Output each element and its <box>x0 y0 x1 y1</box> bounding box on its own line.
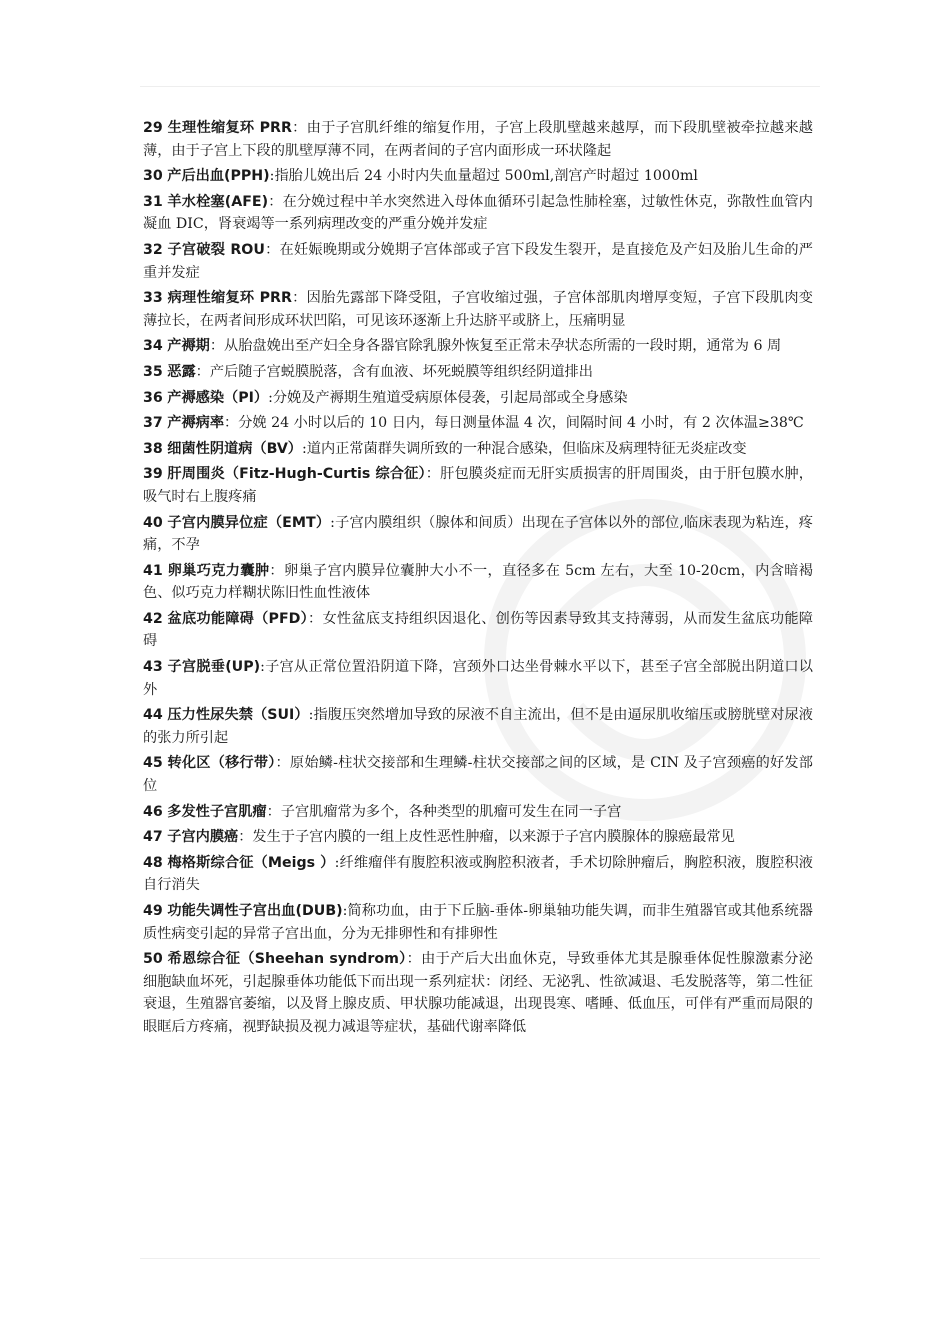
entry-number: 44 <box>143 707 163 724</box>
entry-term: 子宫内膜癌 <box>167 829 239 846</box>
glossary-entry <box>143 560 813 605</box>
entry-term: 多发性子宫肌瘤 <box>167 803 267 820</box>
glossary-entry <box>143 826 813 849</box>
entry-definition: 女性盆底支持组织因退化、创伤等因素导致其支持薄弱，从而发生盆底功能障碍 <box>143 610 813 650</box>
glossary-entry <box>143 191 813 236</box>
entry-term: 产褥期 <box>167 338 210 355</box>
glossary-entry <box>143 948 813 1038</box>
entry-separator: : <box>334 854 340 871</box>
entry-term: 子宫破裂 ROU <box>167 241 265 258</box>
glossary-entry <box>143 387 813 410</box>
glossary-entry <box>143 361 813 384</box>
entry-term: 压力性尿失禁（SUI） <box>167 707 309 724</box>
entry-separator: ： <box>268 193 283 210</box>
entry-definition: 从胎盘娩出至产妇全身各器官除乳腺外恢复至正常未孕状态所需的一段时期，通常为 6 周 <box>224 338 782 355</box>
entry-definition: 在妊娠晚期或分娩期子宫体部或子宫下段发生裂开，是直接危及产妇及胎儿生命的严重并发症 <box>143 241 813 281</box>
entry-definition: 在分娩过程中羊水突然进入母体血循环引起急性肺栓塞，过敏性休克，弥散性血管内凝血 DIC，肾衰竭等一系列病理改变的严重分娩并发症 <box>143 193 813 233</box>
entry-number: 31 <box>143 193 163 210</box>
bottom-divider <box>140 1258 820 1259</box>
entry-number: 37 <box>143 415 163 432</box>
entry-term: 产后出血(PPH) <box>167 168 270 185</box>
entry-term: 细菌性阴道病（BV） <box>167 440 302 457</box>
entry-number: 32 <box>143 241 163 258</box>
entry-number: 29 <box>143 120 163 136</box>
entry-number: 42 <box>143 610 163 627</box>
entry-number: 48 <box>143 854 163 871</box>
entry-separator: ： <box>308 610 323 627</box>
entry-definition: 分娩及产褥期生殖道受病原体侵袭，引起局部或全身感染 <box>272 389 628 406</box>
entry-number: 45 <box>143 755 163 772</box>
entry-number: 40 <box>143 514 163 531</box>
glossary-entry <box>143 900 813 945</box>
entry-definition: 产后随子宫蜕膜脱落，含有血液、坏死蜕膜等组织经阴道排出 <box>209 363 593 380</box>
entry-term: 功能失调性子宫出血(DUB) <box>167 903 343 919</box>
entry-term: 病理性缩复环 PRR <box>167 290 292 307</box>
entry-separator: ： <box>238 829 253 846</box>
entry-number: 50 <box>143 951 163 968</box>
entry-definition: 指腹压突然增加导致的尿液不自主流出，但不是由逼尿肌收缩压或膀胱壁对尿液的张力所引起 <box>143 707 813 746</box>
entry-separator: : <box>308 707 314 724</box>
entry-separator: ： <box>406 951 422 968</box>
entry-number: 41 <box>143 562 163 579</box>
glossary-entry <box>143 752 813 797</box>
entry-term: 梅格斯综合征（Meigs ） <box>167 854 335 871</box>
glossary-entry <box>143 412 813 435</box>
entry-separator: ： <box>425 466 441 483</box>
entry-number: 43 <box>143 659 163 676</box>
glossary-entry <box>143 287 813 332</box>
glossary-entry <box>143 656 813 701</box>
entry-definition: 卵巢子宫内膜异位囊肿大小不一，直径多在 5cm 左右，大至 10-20cm，内含暗褐色、似巧克力样糊状陈旧性血性液体 <box>143 562 813 602</box>
entry-term: 转化区（移行带） <box>167 755 276 772</box>
entry-separator: ： <box>209 338 225 355</box>
entry-term: 子宫脱垂(UP) <box>167 659 261 676</box>
entry-separator: : <box>302 440 307 457</box>
glossary-entry <box>143 239 813 284</box>
entry-number: 35 <box>143 363 163 380</box>
entry-separator: : <box>269 168 275 185</box>
entry-term: 肝周围炎（Fitz-Hugh-Curtis 综合征） <box>167 466 426 483</box>
entry-number: 49 <box>143 903 163 919</box>
glossary-list <box>143 117 813 1042</box>
entry-term: 生理性缩复环 PRR <box>167 120 292 136</box>
entry-separator: ： <box>264 241 280 258</box>
entry-term: 羊水栓塞(AFE) <box>167 193 269 210</box>
entry-term: 希恩综合征（Sheehan syndrom） <box>167 951 407 968</box>
glossary-entry <box>143 335 813 358</box>
entry-definition: 肝包膜炎症而无肝实质损害的肝周围炎，由于肝包膜水肿，吸气时右上腹疼痛 <box>143 466 813 505</box>
entry-number: 33 <box>143 290 163 307</box>
entry-term: 恶露 <box>167 363 196 380</box>
entry-separator: ： <box>266 803 281 820</box>
entry-separator: : <box>342 903 348 919</box>
glossary-entry <box>143 117 813 162</box>
entry-number: 34 <box>143 338 163 355</box>
entry-definition: 原始鳞-柱状交接部和生理鳞-柱状交接部之间的区域，是 CIN 及子宫颈癌的好发部位 <box>143 755 813 795</box>
entry-separator: : <box>330 514 335 531</box>
entry-number: 47 <box>143 829 163 846</box>
entry-definition: 由于子宫肌纤维的缩复作用，子宫上段肌壁越来越厚，而下段肌壁被牵拉越来越薄，由于子宫上下段的肌壁厚薄不同，在两者间的子宫内面形成一环状隆起 <box>143 120 813 159</box>
entry-separator: ： <box>275 755 290 772</box>
entry-number: 36 <box>143 389 163 406</box>
entry-separator: ： <box>269 562 284 579</box>
entry-definition: 子宫从正常位置沿阴道下降，宫颈外口达坐骨棘水平以下，甚至子宫全部脱出阴道口以外 <box>143 659 813 698</box>
glossary-entry <box>143 512 813 557</box>
entry-definition: 子宫肌瘤常为多个，各种类型的肌瘤可发生在同一子宫 <box>280 803 622 820</box>
entry-term: 产褥病率 <box>167 415 225 432</box>
entry-separator: ： <box>224 415 239 432</box>
entry-term: 产褥感染（PI） <box>167 389 269 406</box>
glossary-entry <box>143 608 813 653</box>
entry-number: 39 <box>143 466 163 483</box>
top-divider <box>140 86 820 87</box>
entry-definition: 由于产后大出血休克，导致垂体尤其是腺垂体促性腺激素分泌细胞缺血坏死，引起腺垂体功能低下而出现一系列症状：闭经、无泌乳、性欲减退、毛发脱落等，第二性征衰退，生殖器官萎缩，以及肾上腺皮质、甲状腺功能减退，出现畏寒、嗜睡、低血压，可伴有严重而局限的眼眶后方疼痛，视野缺损及视力减退等症状，基础代谢率降低 <box>143 951 813 1035</box>
entry-term: 子宫内膜异位症（EMT） <box>167 514 331 531</box>
entry-definition: 纤维瘤伴有腹腔积液或胸腔积液者，手术切除肿瘤后，胸腔积液，腹腔积液自行消失 <box>143 854 813 894</box>
entry-definition: 道内正常菌群失调所致的一种混合感染，但临床及病理特征无炎症改变 <box>306 440 747 457</box>
entry-separator: ： <box>291 290 307 307</box>
entry-definition: 因胎先露部下降受阻，子宫收缩过强，子宫体部肌肉增厚变短，子宫下段肌肉变薄拉长，在两者间形成环状凹陷，可见该环逐渐上升达脐平或脐上，压痛明显 <box>143 290 813 329</box>
entry-separator: ： <box>291 120 307 136</box>
entry-number: 38 <box>143 440 163 457</box>
entry-number: 30 <box>143 168 163 185</box>
entry-definition: 简称功血，由于下丘脑-垂体-卵巢轴功能失调，而非生殖器官或其他系统器质性病变引起的异常子宫出血，分为无排卵性和有排卵性 <box>143 903 813 942</box>
glossary-entry <box>143 852 813 897</box>
glossary-entry <box>143 438 813 461</box>
entry-term: 卵巢巧克力囊肿 <box>167 562 270 579</box>
entry-definition: 指胎儿娩出后 24 小时内失血量超过 500ml,剖宫产时超过 1000ml <box>274 168 698 185</box>
entry-term: 盆底功能障碍（PFD） <box>167 610 309 627</box>
glossary-entry <box>143 801 813 824</box>
entry-definition: 子宫内膜组织（腺体和间质）出现在子宫体以外的部位,临床表现为粘连，疼痛，不孕 <box>143 514 813 554</box>
glossary-entry <box>143 704 813 749</box>
entry-number: 46 <box>143 803 163 820</box>
entry-definition: 分娩 24 小时以后的 10 日内，每日测量体温 4 次，间隔时间 4 小时，有 2 次体温≥38℃ <box>238 415 804 432</box>
entry-separator: : <box>268 389 273 406</box>
entry-separator: ： <box>195 363 210 380</box>
glossary-entry <box>143 463 813 508</box>
entry-definition: 发生于子宫内膜的一组上皮性恶性肿瘤，以来源于子宫内膜腺体的腺癌最常见 <box>252 829 735 846</box>
entry-separator: : <box>260 659 265 676</box>
glossary-entry <box>143 165 813 188</box>
